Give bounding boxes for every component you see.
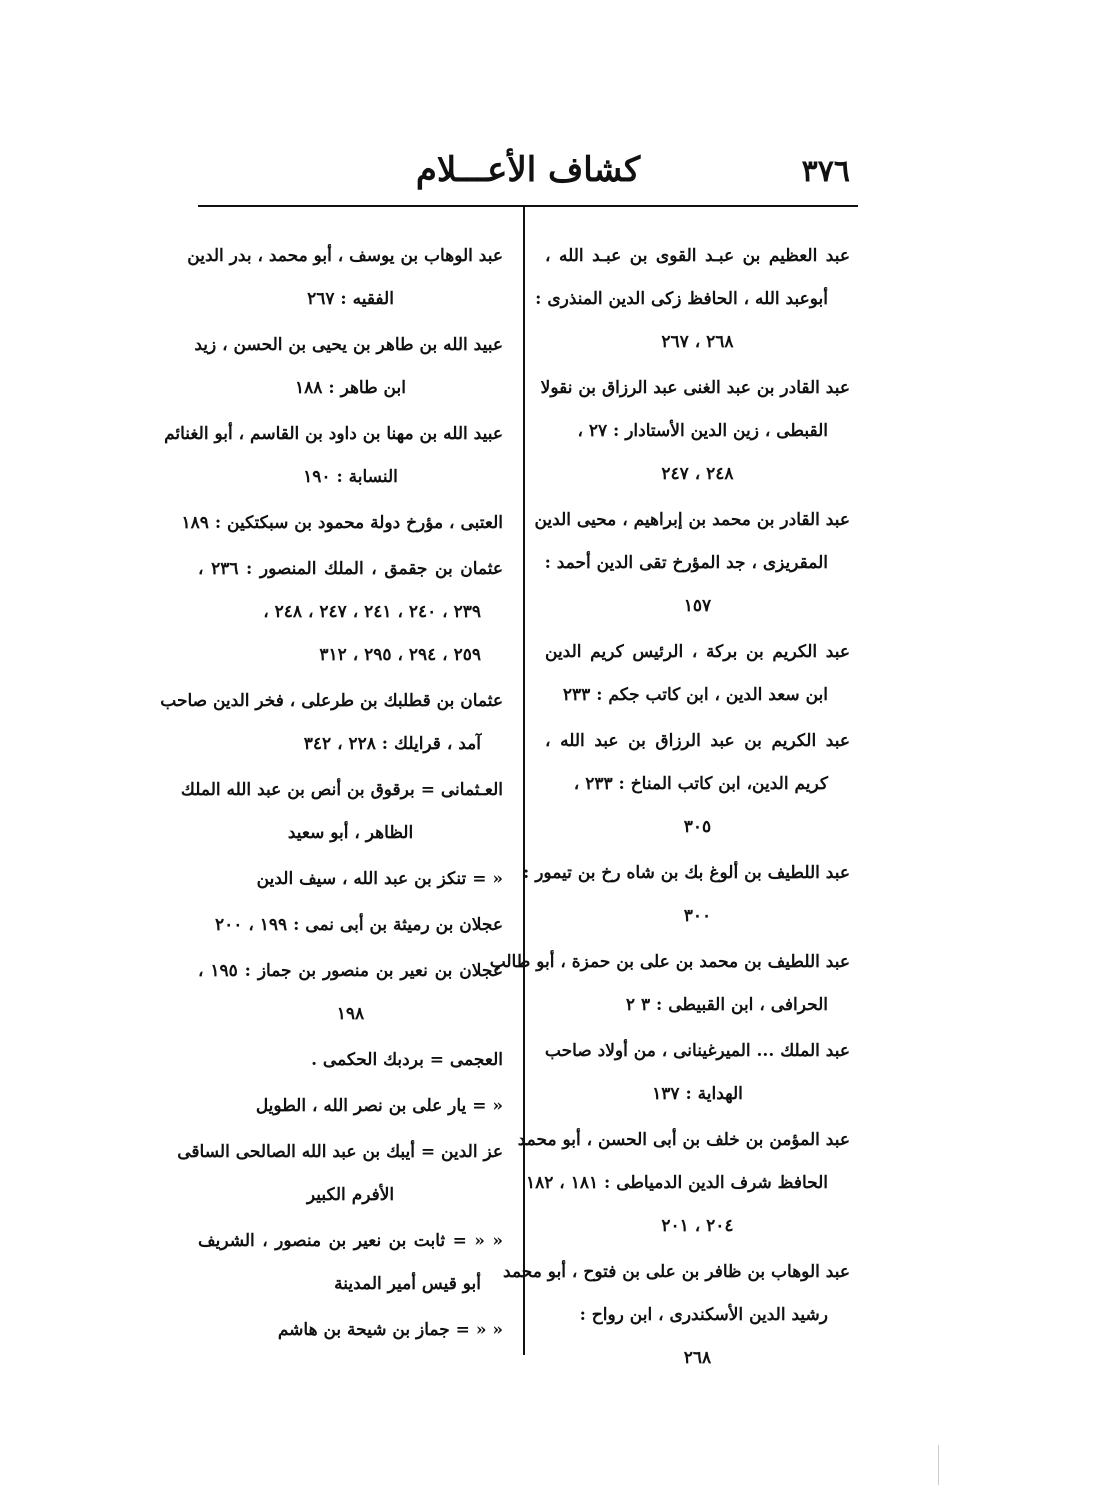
entry-continuation-line: ٢٤٨ ، ٢٤٧ bbox=[661, 464, 734, 484]
right-column bbox=[489, 235, 850, 1383]
index-entry bbox=[181, 502, 503, 545]
entry-heading-line: عجلان بن نعير بن منصور بن جماز : ١٩٥ ، bbox=[198, 961, 503, 981]
index-entry bbox=[198, 1039, 503, 1082]
entry-heading-line: عبد العظيم بن عبـد القوى بن عبـد الله ، bbox=[545, 246, 850, 266]
index-entry bbox=[198, 1085, 503, 1128]
entry-continuation-line: الأفرم الكبير bbox=[306, 1185, 395, 1205]
entry-heading-line: عجلان بن رميثة بن أبى نمى : ١٩٩ ، ٢٠٠ bbox=[215, 915, 503, 935]
header-rule bbox=[198, 205, 858, 207]
entry-heading-line: عثمان بن قطلبك بن طرعلى ، فخر الدين صاحب bbox=[160, 691, 503, 711]
entry-continuation-line: ٢٦٨ ، ٢٦٧ bbox=[661, 332, 734, 352]
entry-heading-line: عز الدين = أيبك بن عبد الله الصالحى الساقى bbox=[177, 1142, 503, 1162]
index-entry bbox=[180, 769, 503, 855]
entry-continuation-line: النسابة : ١٩٠ bbox=[303, 467, 398, 487]
entry-continuation-line: القبطى ، زين الدين الأستادار : ٢٧ ، bbox=[577, 421, 828, 441]
entry-continuation-line: الظاهر ، أبو سعيد bbox=[287, 823, 414, 843]
entry-heading-line: عبد اللطيف بن محمد بن على بن حمزة ، أبو طالب bbox=[489, 952, 850, 972]
entry-continuation-line: ابن طاهر : ١٨٨ bbox=[295, 378, 406, 398]
entry-continuation-line: الهداية : ١٣٧ bbox=[652, 1084, 743, 1104]
entry-heading-line: عثمان بن جقمق ، الملك المنصور : ٢٣٦ ، bbox=[198, 559, 504, 579]
index-entry bbox=[198, 950, 503, 1036]
entry-continuation-line: رشيد الدين الأسكندرى ، ابن رواح : bbox=[579, 1305, 828, 1325]
entry-continuation-line: أبو قيس أمير المدينة bbox=[334, 1274, 481, 1294]
entry-continuation-line: كريم الدين، ابن كاتب المناخ : ٢٣٣ ، bbox=[573, 774, 828, 794]
entry-heading-line: العتبى ، مؤرخ دولة محمود بن سبكتكين : ١٨٩ bbox=[181, 513, 503, 533]
entry-heading-line: عبيد الله بن طاهر بن يحيى بن الحسن ، زيد bbox=[194, 335, 503, 355]
entry-continuation-line: ٢٣٩ ، ٢٤٠ ، ٢٤١ ، ٢٤٧ ، ٢٤٨ ، bbox=[263, 602, 481, 622]
entry-heading-line: عبد الكريم بن عبد الرزاق بن عبد الله ، bbox=[545, 731, 850, 751]
index-entry bbox=[534, 499, 850, 628]
index-entry bbox=[160, 680, 503, 766]
page-number: ٣٧٦ bbox=[801, 154, 850, 189]
entry-heading-line: « = يار على بن نصر الله ، الطويل bbox=[255, 1096, 503, 1116]
entry-continuation-line: ٣٠٠ bbox=[683, 906, 712, 926]
entry-heading-line: « = تنكز بن عبد الله ، سيف الدين bbox=[256, 869, 503, 889]
index-entry bbox=[545, 720, 850, 849]
index-entry bbox=[164, 413, 503, 499]
index-entry bbox=[198, 1309, 503, 1352]
entry-heading-line: عبد القادر بن عبد الغنى عبد الرزاق بن نقولا bbox=[540, 378, 850, 398]
entry-continuation-line: ٢٠٤ ، ٢٠١ bbox=[661, 1216, 734, 1236]
index-entry bbox=[198, 1220, 503, 1306]
entry-continuation-line: ابن سعد الدين ، ابن كاتب جكم : ٢٣٣ bbox=[562, 685, 828, 705]
index-entry bbox=[198, 858, 503, 901]
entry-heading-line: عبد الوهاب بن يوسف ، أبو محمد ، بدر الدين bbox=[187, 246, 503, 266]
column-divider bbox=[523, 207, 525, 1355]
entry-heading-line: « « = جماز بن شيحة بن هاشم bbox=[277, 1320, 503, 1340]
left-column bbox=[160, 235, 504, 1355]
entry-continuation-line: ١٥٧ bbox=[683, 596, 712, 616]
page-header bbox=[198, 150, 858, 200]
index-entry bbox=[535, 235, 850, 364]
entry-heading-line: العـثمانى = برقوق بن أنص بن عبد الله الملك bbox=[180, 780, 503, 800]
entry-heading-line: عبيد الله بن مهنا بن داود بن القاسم ، أبو الغنائم bbox=[164, 424, 503, 444]
page-title: كشاف الأعـــلام bbox=[415, 150, 641, 190]
entry-continuation-line: ٣٠٥ bbox=[683, 817, 712, 837]
index-entry bbox=[194, 324, 503, 410]
index-entry bbox=[177, 1131, 503, 1217]
entry-continuation-line: الحرافى ، ابن القبيطى : ٣ ٢ bbox=[625, 995, 828, 1015]
entry-heading-line: عبد الوهاب بن ظافر بن على بن فتوح ، أبو محمد bbox=[503, 1262, 850, 1282]
entry-continuation-line: الفقيه : ٢٦٧ bbox=[307, 289, 394, 309]
entry-heading-line: العجمى = بردبك الحكمى . bbox=[311, 1050, 503, 1070]
index-entry bbox=[523, 852, 850, 938]
index-entry bbox=[503, 1251, 850, 1380]
entry-heading-line: عبد الملك ... الميرغينانى ، من أولاد صاحب bbox=[544, 1041, 850, 1061]
index-entry bbox=[489, 941, 850, 1027]
index-entry bbox=[198, 548, 503, 677]
entry-continuation-line: ٢٥٩ ، ٢٩٤ ، ٢٩٥ ، ٣١٢ bbox=[319, 645, 481, 665]
index-entry bbox=[198, 904, 503, 947]
index-entry bbox=[545, 631, 850, 717]
entry-continuation-line: ١٩٨ bbox=[336, 1004, 365, 1024]
entry-heading-line: عبد اللطيف بن ألوغ بك بن شاه رخ بن تيمور : bbox=[523, 863, 850, 883]
entry-heading-line: عبد المؤمن بن خلف بن أبى الحسن ، أبو محمد bbox=[517, 1130, 850, 1150]
entry-heading-line: « « = ثابت بن نعير بن منصور ، الشريف bbox=[198, 1231, 503, 1251]
entry-continuation-line: المقريزى ، جد المؤرخ تقى الدين أحمد : bbox=[544, 553, 828, 573]
margin-mark bbox=[938, 1445, 939, 1485]
entry-heading-line: عبد الكريم بن بركة ، الرئيس كريم الدين bbox=[545, 642, 850, 662]
entry-continuation-line: آمد ، قرايلك : ٢٢٨ ، ٣٤٢ bbox=[303, 734, 481, 754]
entry-continuation-line: أبوعبد الله ، الحافظ زكى الدين المنذرى : bbox=[535, 289, 828, 309]
index-entry bbox=[545, 1030, 850, 1116]
index-entry bbox=[517, 1119, 850, 1248]
entry-continuation-line: الحافظ شرف الدين الدمياطى : ١٨١ ، ١٨٢ bbox=[525, 1173, 828, 1193]
entry-heading-line: عبد القادر بن محمد بن إبراهيم ، محيى الدين bbox=[534, 510, 850, 530]
entry-continuation-line: ٢٦٨ bbox=[683, 1348, 712, 1368]
index-entry bbox=[187, 235, 503, 321]
index-entry bbox=[540, 367, 850, 496]
